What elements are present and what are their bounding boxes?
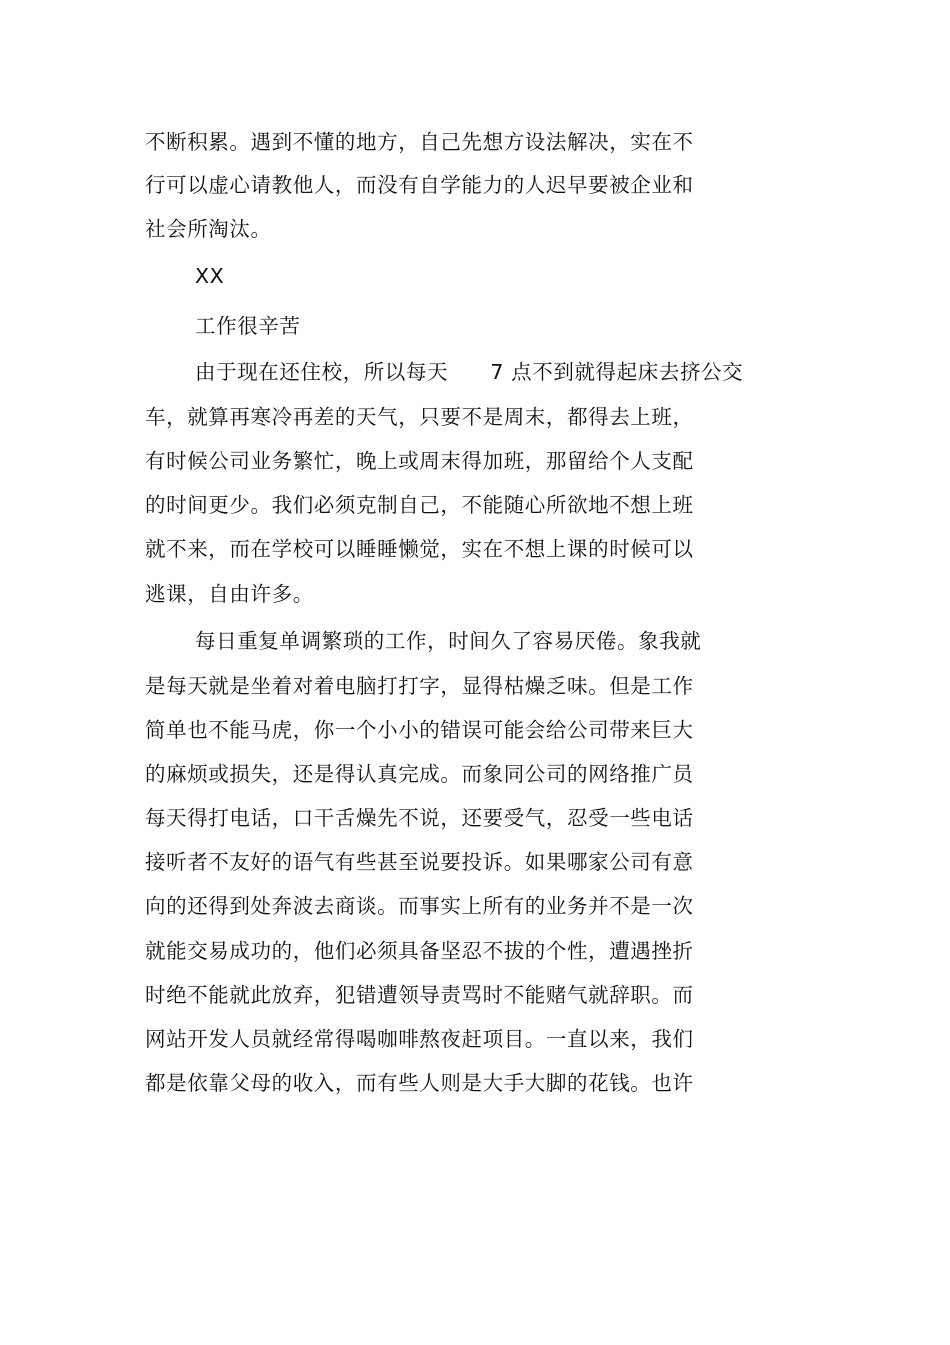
- text-line-15: 的麻烦或损失，还是得认真完成。而象同公司的网络推广员: [145, 762, 694, 786]
- text-line-11: 逃课，自由许多。: [145, 582, 314, 606]
- text-line-1: 不断积累。遇到不懂的地方，自己先想方设法解决，实在不: [145, 130, 694, 154]
- text-line-9: 的时间更少。我们必须克制自己，不能随心所欲地不想上班: [145, 493, 694, 517]
- text-line-3: 社会所淘汰。: [145, 217, 272, 241]
- text-line-7: 车，就算再寒冷再差的天气，只要不是周末，都得去上班，: [145, 405, 694, 429]
- text-line-2: 行可以虚心请教他人，而没有自学能力的人迟早要被企业和: [145, 173, 694, 197]
- text-line-6: 由于现在还住校，所以每天 7 点不到就得起床去挤公交: [195, 360, 744, 384]
- text-line-22: 都是依靠父母的收入，而有些人则是大手大脚的花钱。也许: [145, 1071, 694, 1095]
- text-line-16: 每天得打电话，口干舌燥先不说，还要受气，忍受一些电话: [145, 806, 694, 830]
- text-line-12: 每日重复单调繁琐的工作，时间久了容易厌倦。象我就: [195, 629, 702, 653]
- text-line-14: 简单也不能马虎，你一个小小的错误可能会给公司带来巨大: [145, 718, 694, 742]
- section-label-xx: XX: [195, 264, 225, 288]
- text-line-20: 时绝不能就此放弃，犯错遭领导责骂时不能赌气就辞职。而: [145, 983, 694, 1007]
- text-line-18: 向的还得到处奔波去商谈。而事实上所有的业务并不是一次: [145, 894, 694, 918]
- section-heading: 工作很辛苦: [195, 314, 301, 338]
- text-line-21: 网站开发人员就经常得喝咖啡熬夜赶项目。一直以来，我们: [145, 1027, 694, 1051]
- text-line-19: 就能交易成功的，他们必须具备坚忍不拔的个性，遭遇挫折: [145, 939, 694, 963]
- text-line-13: 是每天就是坐着对着电脑打打字，显得枯燥乏味。但是工作: [145, 674, 694, 698]
- text-line-10: 就不来，而在学校可以睡睡懒觉，实在不想上课的时候可以: [145, 537, 694, 561]
- text-line-8: 有时候公司业务繁忙，晚上或周末得加班，那留给个人支配: [145, 449, 694, 473]
- text-line-17: 接听者不友好的语气有些甚至说要投诉。如果哪家公司有意: [145, 850, 694, 874]
